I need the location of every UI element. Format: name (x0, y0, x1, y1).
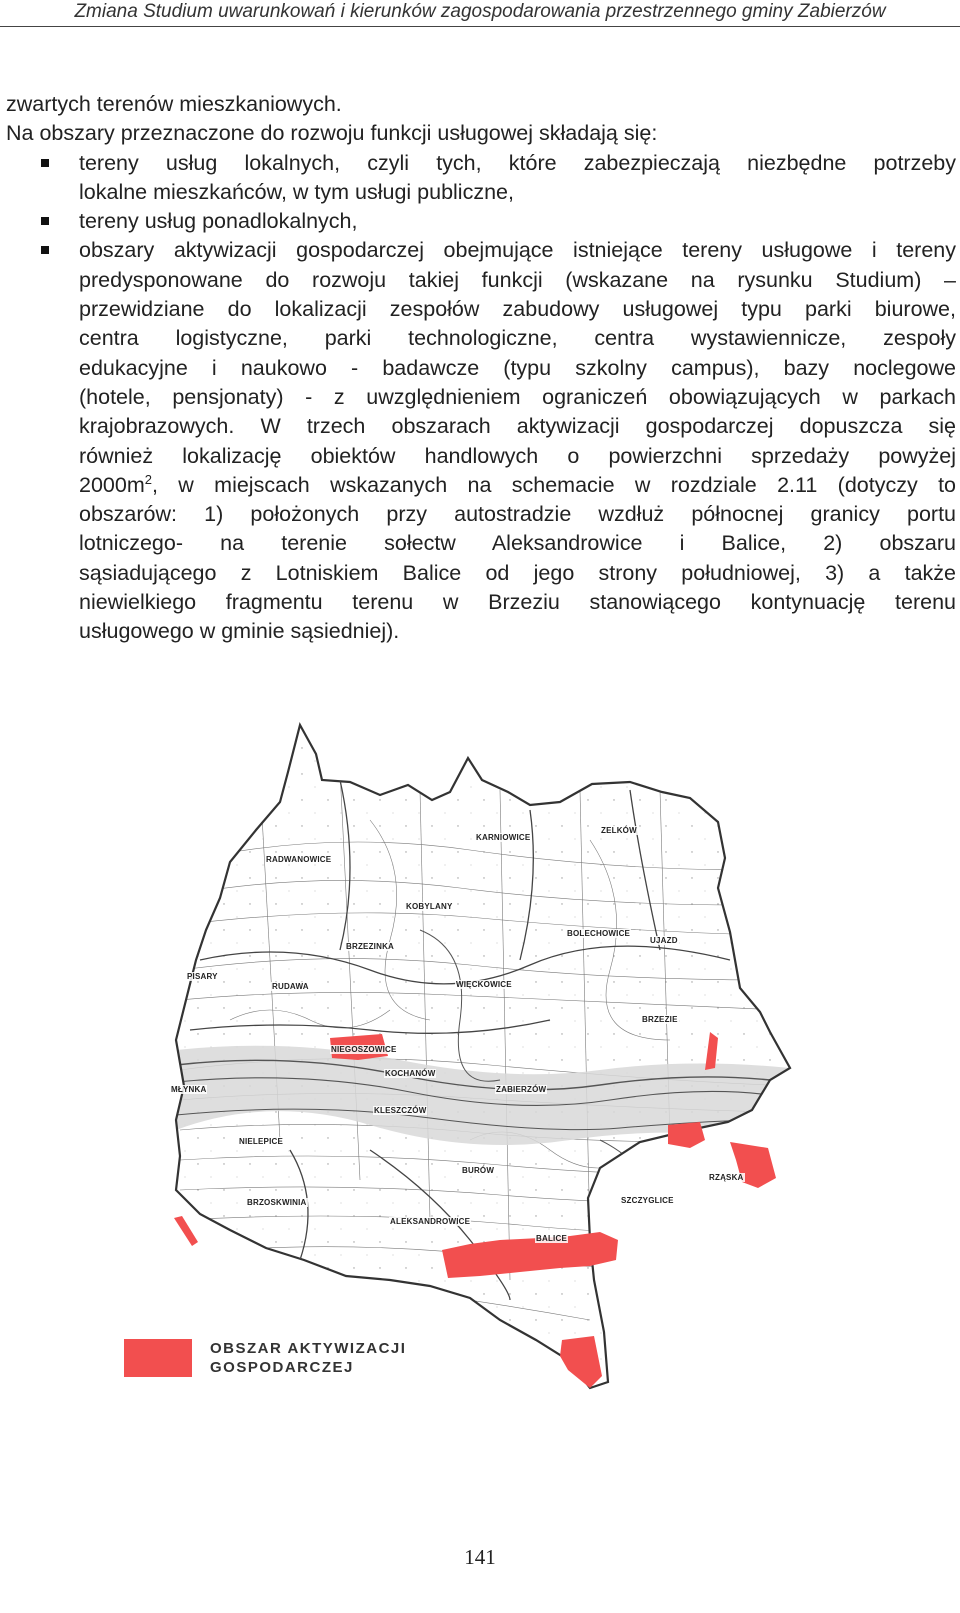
map-label-zelkow: ZELKÓW (601, 826, 637, 835)
map-label-brzoskwinia: BRZOSKWINIA (247, 1198, 307, 1207)
map-label-wieckowice: WIĘCKOWICE (456, 980, 512, 989)
map-label-szczyglice: SZCZYGLICE (621, 1196, 674, 1205)
activation-area-brzoskwinia (174, 1216, 198, 1246)
map-label-kleszczow: KLESZCZÓW (374, 1106, 427, 1115)
map-label-brzezie: BRZEZIE (642, 1015, 678, 1024)
map-label-pisary: PISARY (187, 972, 218, 981)
bullet-list (6, 149, 956, 647)
bullet-3-line-10: obszarów: 1) położonych przy autostradzie wzdłuż północnej granicy portu (79, 502, 956, 527)
area-value: 2000m (79, 472, 145, 497)
intro-line-2: Na obszary przeznaczone do rozwoju funkcji usługowej składają się: (6, 121, 658, 146)
activation-area-zabierzow-east (668, 1122, 705, 1148)
bullet-3-line-2: predysponowane do rozwoju takiej funkcji (wskazane na rysunku Studium) – (79, 267, 956, 292)
map-label-bolechowice: BOLECHOWICE (567, 929, 631, 938)
bullet-3-line-12: sąsiadującego z Lotniskiem Balice od jego strony południowej, 3) a także (79, 560, 956, 585)
map-label-burow: BURÓW (462, 1166, 495, 1175)
map-label-radwanowice: RADWANOWICE (266, 855, 332, 864)
superscript-2: 2 (144, 471, 152, 487)
bullet-3-line-13: niewielkiego fragmentu terenu w Brzeziu stanowiącego kontynuację terenu (79, 590, 956, 615)
bullet-square-icon (41, 159, 49, 167)
map-label-kobylany: KOBYLANY (406, 902, 453, 911)
bullet-square-icon (41, 246, 49, 254)
header-title: Zmiana Studium uwarunkowań i kierunków zagospodarowania przestrzennego gminy Zabierzów (74, 1, 886, 22)
bullet-3-line-6: (hotele, pensjonaty) - z uwzględnieniem ograniczeń obowiązujących w parkach (79, 384, 956, 409)
map-label-rzaska: RZĄSKA (709, 1173, 744, 1182)
header-rule (0, 26, 960, 27)
map-label-niegoszowice: NIEGOSZOWICE (331, 1045, 397, 1054)
bullet-square-icon (41, 217, 49, 225)
bullet-item-economic-activation (6, 236, 956, 646)
map-label-brzezinka: BRZEZINKA (346, 942, 395, 951)
map-label-balice: BALICE (536, 1234, 567, 1243)
map-label-nielepice: NIELEPICE (239, 1137, 284, 1146)
legend-line-2: GOSPODARCZEJ (210, 1359, 354, 1376)
bullet-3-line-4: centra logistyczne, parki technologiczne, centra wystawiennicze, zespoły (79, 326, 956, 351)
bullet-2-line-1: tereny usług ponadlokalnych, (79, 209, 358, 234)
map-label-mlynka: MŁYNKA (171, 1085, 207, 1094)
bullet-3-line-14: usługowego w gminie sąsiedniej). (79, 619, 400, 644)
bullet-3-line-1: obszary aktywizacji gospodarczej obejmujące istniejące tereny usługowe i tereny (79, 238, 956, 263)
map-label-kochanow: KOCHANÓW (385, 1069, 436, 1078)
map-label-ujazd: UJAZD (650, 936, 678, 945)
bullet-3-line-9-rest: , w miejscach wskazanych na schemacie w rozdziale 2.11 (dotyczy to (151, 472, 956, 497)
page-number: 141 (464, 1545, 496, 1569)
map-label-rudawa: RUDAWA (272, 982, 309, 991)
bullet-3-line-9 (79, 471, 956, 500)
bullet-3-line-7: krajobrazowych. W trzech obszarach aktywizacji gospodarczej dopuszcza się (79, 414, 956, 439)
bullet-3-line-11: lotniczego- na terenie sołectw Aleksandrowice i Balice, 2) obszaru (79, 531, 956, 556)
map-label-aleksandrowice: ALEKSANDROWICE (390, 1217, 471, 1226)
map-label-karniowice: KARNIOWICE (476, 833, 531, 842)
bullet-1-line-1: tereny usług lokalnych, czyli tych, które zabezpieczają niezbędne potrzeby (79, 150, 956, 175)
page-header (0, 0, 960, 30)
bullet-1-line-2: lokalne mieszkańców, w tym usługi publiczne, (79, 179, 514, 204)
bullet-item-local-services (6, 149, 956, 208)
map-drawing (170, 720, 890, 1420)
zabierzow-map-figure (170, 720, 890, 1420)
legend-swatch (124, 1339, 192, 1377)
body-text (6, 90, 956, 647)
map-label-zabierzow: ZABIERZÓW (496, 1085, 547, 1094)
bullet-3-line-3: przewidziane do lokalizacji zespołów zabudowy usługowej typu parki biurowe, (79, 297, 956, 322)
legend-line-1: OBSZAR AKTYWIZACJI (210, 1340, 407, 1357)
bullet-3-line-8: również lokalizację obiektów handlowych o powierzchni sprzedaży powyżej (79, 443, 956, 468)
intro-line-1: zwartych terenów mieszkaniowych. (6, 92, 342, 116)
legend-label (210, 1339, 406, 1377)
bullet-3-line-5: edukacyjne i naukowo - badawcze (typu szkolny campus), bazy noclegowe (79, 355, 956, 380)
bullet-item-supralocal-services (6, 207, 956, 236)
